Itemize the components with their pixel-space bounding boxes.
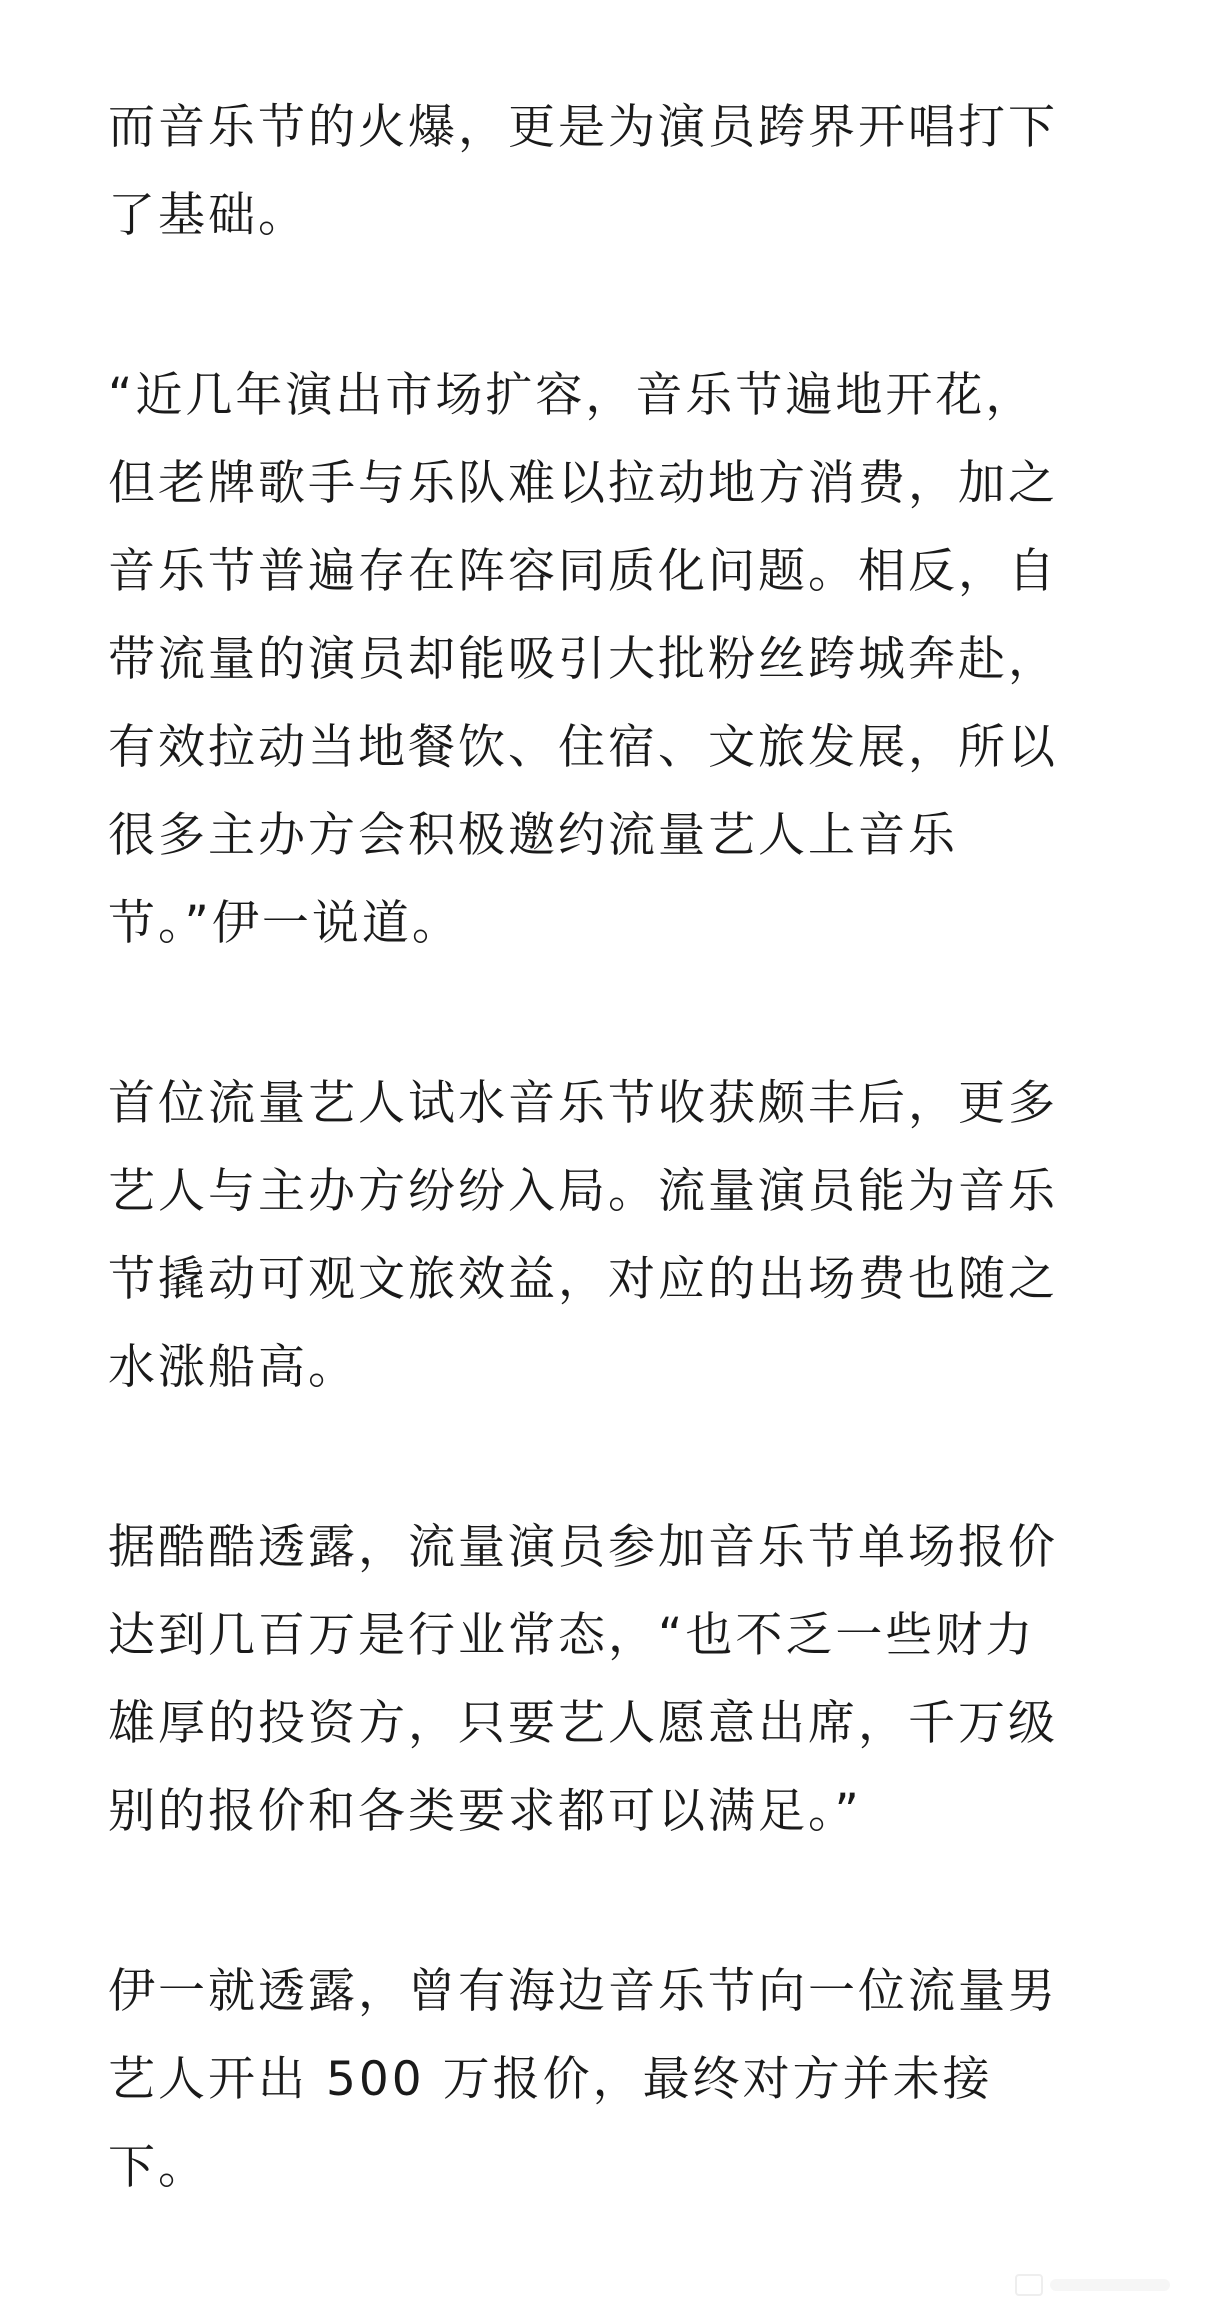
paragraph-line: “近几年演出市场扩容，音乐节遍地开花， bbox=[108, 368, 1036, 423]
paragraph-line: 艺人与主办方纷纷入局。流量演员能为音乐 bbox=[108, 1164, 1058, 1219]
paragraph-line: 首位流量艺人试水音乐节收获颇丰后，更多 bbox=[108, 1076, 1058, 1131]
paragraph-line: 节。”伊一说道。 bbox=[108, 896, 462, 951]
paragraph-line: 下。 bbox=[108, 2140, 208, 2195]
paragraph-5 bbox=[108, 1948, 1098, 2212]
paragraph-2 bbox=[108, 352, 1098, 968]
paragraph-line: 艺人开出 500 万报价，最终对方并未接 bbox=[108, 2052, 993, 2107]
paragraph-line: 但老牌歌手与乐队难以拉动地方消费，加之 bbox=[108, 456, 1058, 511]
paragraph-line: 达到几百万是行业常态，“也不乏一些财力 bbox=[108, 1608, 1036, 1663]
watermark-logo bbox=[1006, 2265, 1186, 2305]
paragraph-line: 伊一就透露，曾有海边音乐节向一位流量男 bbox=[108, 1964, 1058, 2019]
paragraph-line: 别的报价和各类要求都可以满足。” bbox=[108, 1784, 862, 1839]
paragraph-line: 很多主办方会积极邀约流量艺人上音乐 bbox=[108, 808, 958, 863]
paragraph-3 bbox=[108, 1060, 1098, 1412]
paragraph-line: 有效拉动当地餐饮、住宿、文旅发展，所以 bbox=[108, 720, 1058, 775]
paragraph-1 bbox=[108, 84, 1098, 260]
paragraph-line: 雄厚的投资方，只要艺人愿意出席，千万级 bbox=[108, 1696, 1058, 1751]
paragraph-4 bbox=[108, 1504, 1098, 1856]
paragraph-line: 水涨船高。 bbox=[108, 1340, 358, 1395]
paragraph-line: 节撬动可观文旅效益，对应的出场费也随之 bbox=[108, 1252, 1058, 1307]
paragraph-line: 据酷酷透露，流量演员参加音乐节单场报价 bbox=[108, 1520, 1058, 1575]
paragraph-line: 而音乐节的火爆，更是为演员跨界开唱打下 bbox=[108, 100, 1058, 155]
article-body bbox=[108, 84, 1098, 2304]
paragraph-line: 了基础。 bbox=[108, 188, 308, 243]
paragraph-line: 音乐节普遍存在阵容同质化问题。相反，自 bbox=[108, 544, 1058, 599]
paragraph-line: 带流量的演员却能吸引大批粉丝跨城奔赴， bbox=[108, 632, 1058, 687]
